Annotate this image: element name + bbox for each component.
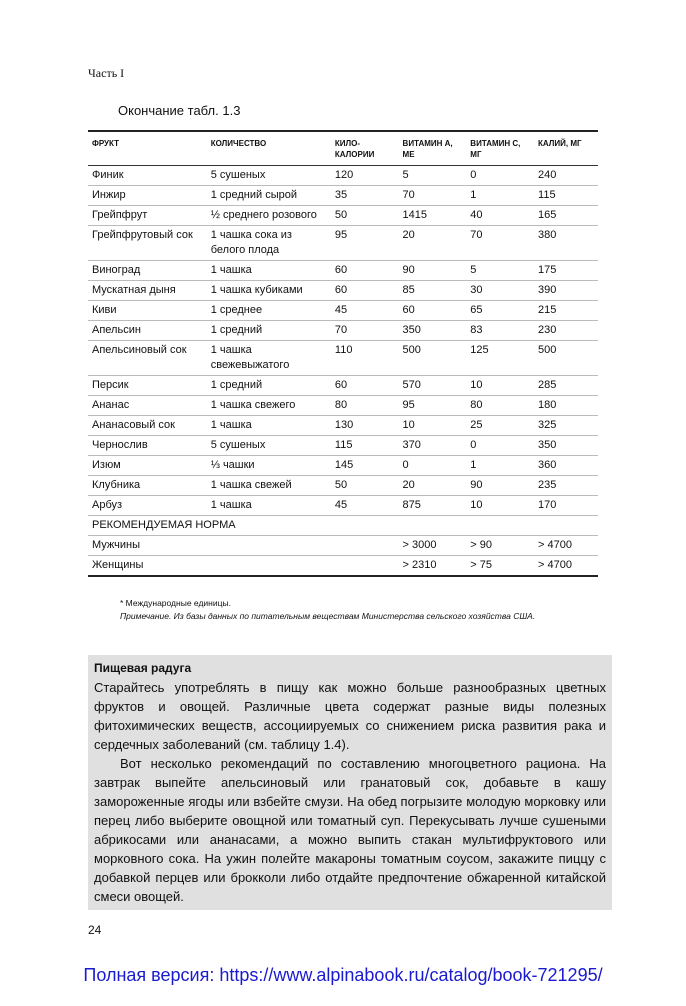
table-cell: 390 bbox=[534, 281, 598, 301]
table-cell: ½ среднего розового bbox=[207, 206, 331, 226]
table-cell: Ананас bbox=[88, 396, 207, 416]
table-cell: 325 bbox=[534, 416, 598, 436]
table-cell: 1 средний сырой bbox=[207, 186, 331, 206]
table-cell: 65 bbox=[466, 301, 534, 321]
table-cell: Персик bbox=[88, 376, 207, 396]
table-cell: Женщины bbox=[88, 556, 207, 577]
table-cell: 30 bbox=[466, 281, 534, 301]
table-cell: 5 bbox=[399, 166, 467, 186]
table-body bbox=[88, 166, 598, 577]
table-row bbox=[88, 186, 598, 206]
table-row bbox=[88, 301, 598, 321]
table-cell: 120 bbox=[331, 166, 399, 186]
table-cell: 350 bbox=[399, 321, 467, 341]
table-cell: 95 bbox=[399, 396, 467, 416]
table-cell: 60 bbox=[331, 281, 399, 301]
table-cell bbox=[331, 556, 399, 577]
table-cell: Инжир bbox=[88, 186, 207, 206]
table-cell: 10 bbox=[466, 376, 534, 396]
table-cell: Мускатная дыня bbox=[88, 281, 207, 301]
table-cell: 83 bbox=[466, 321, 534, 341]
section-label: РЕКОМЕНДУЕМАЯ НОРМА bbox=[88, 516, 598, 536]
table-cell bbox=[331, 536, 399, 556]
table-cell: 125 bbox=[466, 341, 534, 376]
table-cell: Клубника bbox=[88, 476, 207, 496]
nutrition-table bbox=[88, 130, 598, 577]
table-header bbox=[88, 131, 598, 166]
table-cell: 70 bbox=[466, 226, 534, 261]
table-cell: 45 bbox=[331, 301, 399, 321]
table-cell: 350 bbox=[534, 436, 598, 456]
column-header: ВИТАМИН С, МГ bbox=[466, 131, 534, 166]
table-row bbox=[88, 166, 598, 186]
table-cell: 20 bbox=[399, 226, 467, 261]
table-cell: 1 bbox=[466, 456, 534, 476]
table-row bbox=[88, 376, 598, 396]
table-cell: 45 bbox=[331, 496, 399, 516]
table-cell: Виноград bbox=[88, 261, 207, 281]
table-cell: 1 чашка кубиками bbox=[207, 281, 331, 301]
table-cell: 1 среднее bbox=[207, 301, 331, 321]
table-cell: > 2310 bbox=[399, 556, 467, 577]
table-cell: 60 bbox=[399, 301, 467, 321]
table-cell: Грейпфрут bbox=[88, 206, 207, 226]
bottom-section bbox=[83, 655, 612, 1006]
table-cell: 130 bbox=[331, 416, 399, 436]
table-cell: 70 bbox=[331, 321, 399, 341]
table-row bbox=[88, 206, 598, 226]
table-row bbox=[88, 536, 598, 556]
sidebar-box bbox=[88, 655, 612, 910]
table-cell: 380 bbox=[534, 226, 598, 261]
table-row bbox=[88, 496, 598, 516]
table-cell: 5 сушеных bbox=[207, 436, 331, 456]
table-cell: 1 bbox=[466, 186, 534, 206]
table-cell: 85 bbox=[399, 281, 467, 301]
table-cell: Грейпфрутовый сок bbox=[88, 226, 207, 261]
table-cell: Апельсин bbox=[88, 321, 207, 341]
table-cell: 0 bbox=[466, 166, 534, 186]
table-cell: 1415 bbox=[399, 206, 467, 226]
table-cell: 50 bbox=[331, 476, 399, 496]
table-cell: 165 bbox=[534, 206, 598, 226]
table-cell: 95 bbox=[331, 226, 399, 261]
table-cell: 175 bbox=[534, 261, 598, 281]
table-cell: 500 bbox=[534, 341, 598, 376]
table-cell: 60 bbox=[331, 261, 399, 281]
table-cell: 1 средний bbox=[207, 376, 331, 396]
full-version-link[interactable]: Полная версия: https://www.alpinabook.ru/catalog/book-721295/ bbox=[83, 965, 603, 985]
table-cell: 215 bbox=[534, 301, 598, 321]
table-cell: 60 bbox=[331, 376, 399, 396]
section-row bbox=[88, 516, 598, 536]
table-cell: 90 bbox=[399, 261, 467, 281]
table-cell: 5 bbox=[466, 261, 534, 281]
table-cell: 80 bbox=[331, 396, 399, 416]
table-row bbox=[88, 341, 598, 376]
table-cell: Арбуз bbox=[88, 496, 207, 516]
table-row bbox=[88, 321, 598, 341]
table-row bbox=[88, 396, 598, 416]
column-header: КОЛИЧЕСТВО bbox=[207, 131, 331, 166]
table-cell: 285 bbox=[534, 376, 598, 396]
table-row bbox=[88, 436, 598, 456]
table-cell: ⅓ чашки bbox=[207, 456, 331, 476]
page-number: 24 bbox=[88, 923, 102, 937]
table-cell: 240 bbox=[534, 166, 598, 186]
table-cell: 0 bbox=[466, 436, 534, 456]
footnote: * Международные единицы. bbox=[120, 598, 231, 608]
table-cell: 1 чашка сока из белого плода bbox=[207, 226, 331, 261]
table-cell: > 4700 bbox=[534, 556, 598, 577]
table-cell: 875 bbox=[399, 496, 467, 516]
table-cell: 1 чашка свежевыжатого bbox=[207, 341, 331, 376]
column-header: ФРУКТ bbox=[88, 131, 207, 166]
table-cell: 70 bbox=[399, 186, 467, 206]
table-cell: > 75 bbox=[466, 556, 534, 577]
table-cell: 370 bbox=[399, 436, 467, 456]
table-cell: 115 bbox=[534, 186, 598, 206]
table-cell: > 90 bbox=[466, 536, 534, 556]
table-cell: Изюм bbox=[88, 456, 207, 476]
table-cell: Финик bbox=[88, 166, 207, 186]
table-cell: 1 чашка bbox=[207, 496, 331, 516]
table-cell: 10 bbox=[399, 416, 467, 436]
table-cell: 1 чашка свежей bbox=[207, 476, 331, 496]
table-cell: 1 средний bbox=[207, 321, 331, 341]
table-cell: Мужчины bbox=[88, 536, 207, 556]
box-paragraph: Вот несколько рекомендаций по составлению многоцветного рациона. На завтрак выпейте апельсиновый или гранатовый сок, добавьте в кашу замороженные ягоды или взбейте смузи. На обед погрызите молодую морковку или перец либо выберите овощной или томатный суп. Перекусывать лучше сушеными абрикосами или ананасами, а можно выпить стакан мультифруктового или морковного сока. На ужин полейте макароны томатным соусом, закажите пиццу с добавкой перцев или брокколи либо отдайте предпочтение обжаренной китайской смеси овощей. bbox=[94, 756, 606, 904]
table-cell: 50 bbox=[331, 206, 399, 226]
table-cell: 1 чашка свежего bbox=[207, 396, 331, 416]
table-cell: 170 bbox=[534, 496, 598, 516]
table-cell: 1 чашка bbox=[207, 416, 331, 436]
table-cell: > 4700 bbox=[534, 536, 598, 556]
table-cell: 500 bbox=[399, 341, 467, 376]
table-cell: 5 сушеных bbox=[207, 166, 331, 186]
table-notes bbox=[120, 597, 535, 623]
table-cell: 20 bbox=[399, 476, 467, 496]
table-cell bbox=[207, 556, 331, 577]
column-header: КИЛО-КАЛОРИИ bbox=[331, 131, 399, 166]
table-row bbox=[88, 261, 598, 281]
table-cell: 35 bbox=[331, 186, 399, 206]
table-cell: 115 bbox=[331, 436, 399, 456]
column-header: ВИТАМИН А, МЕ bbox=[399, 131, 467, 166]
table-cell: Апельсиновый сок bbox=[88, 341, 207, 376]
table-row bbox=[88, 556, 598, 577]
table-row bbox=[88, 226, 598, 261]
column-header: КАЛИЙ, МГ bbox=[534, 131, 598, 166]
table-cell bbox=[207, 536, 331, 556]
table-cell: 25 bbox=[466, 416, 534, 436]
table-cell: Чернослив bbox=[88, 436, 207, 456]
table-cell: 570 bbox=[399, 376, 467, 396]
table-cell: 230 bbox=[534, 321, 598, 341]
table-cell: 40 bbox=[466, 206, 534, 226]
table-caption: Окончание табл. 1.3 bbox=[118, 103, 241, 118]
table-cell: 10 bbox=[466, 496, 534, 516]
table-row bbox=[88, 416, 598, 436]
table-cell: 360 bbox=[534, 456, 598, 476]
table-row bbox=[88, 456, 598, 476]
table-cell: Ананасовый сок bbox=[88, 416, 207, 436]
table-cell: 80 bbox=[466, 396, 534, 416]
part-header: Часть I bbox=[88, 66, 125, 80]
table-cell: Киви bbox=[88, 301, 207, 321]
table-cell: 145 bbox=[331, 456, 399, 476]
table-row bbox=[88, 476, 598, 496]
table-cell: 235 bbox=[534, 476, 598, 496]
source-note: Примечание. Из базы данных по питательным веществам Министерства сельского хозяйства США. bbox=[120, 611, 536, 621]
table-cell: 0 bbox=[399, 456, 467, 476]
table-cell: 1 чашка bbox=[207, 261, 331, 281]
table-cell: 90 bbox=[466, 476, 534, 496]
table-cell: 110 bbox=[331, 341, 399, 376]
table-cell: > 3000 bbox=[399, 536, 467, 556]
table-row bbox=[88, 281, 598, 301]
box-paragraph: Старайтесь употреблять в пищу как можно больше разнообразных цветных фруктов и овощей. Различные цвета содержат разные виды полезных фитохимических веществ, ассоциируемых со снижением риска развития рака и сердечных заболеваний (см. таблицу 1.4). bbox=[94, 680, 606, 752]
table-cell: 180 bbox=[534, 396, 598, 416]
box-title: Пищевая радуга bbox=[94, 661, 192, 675]
